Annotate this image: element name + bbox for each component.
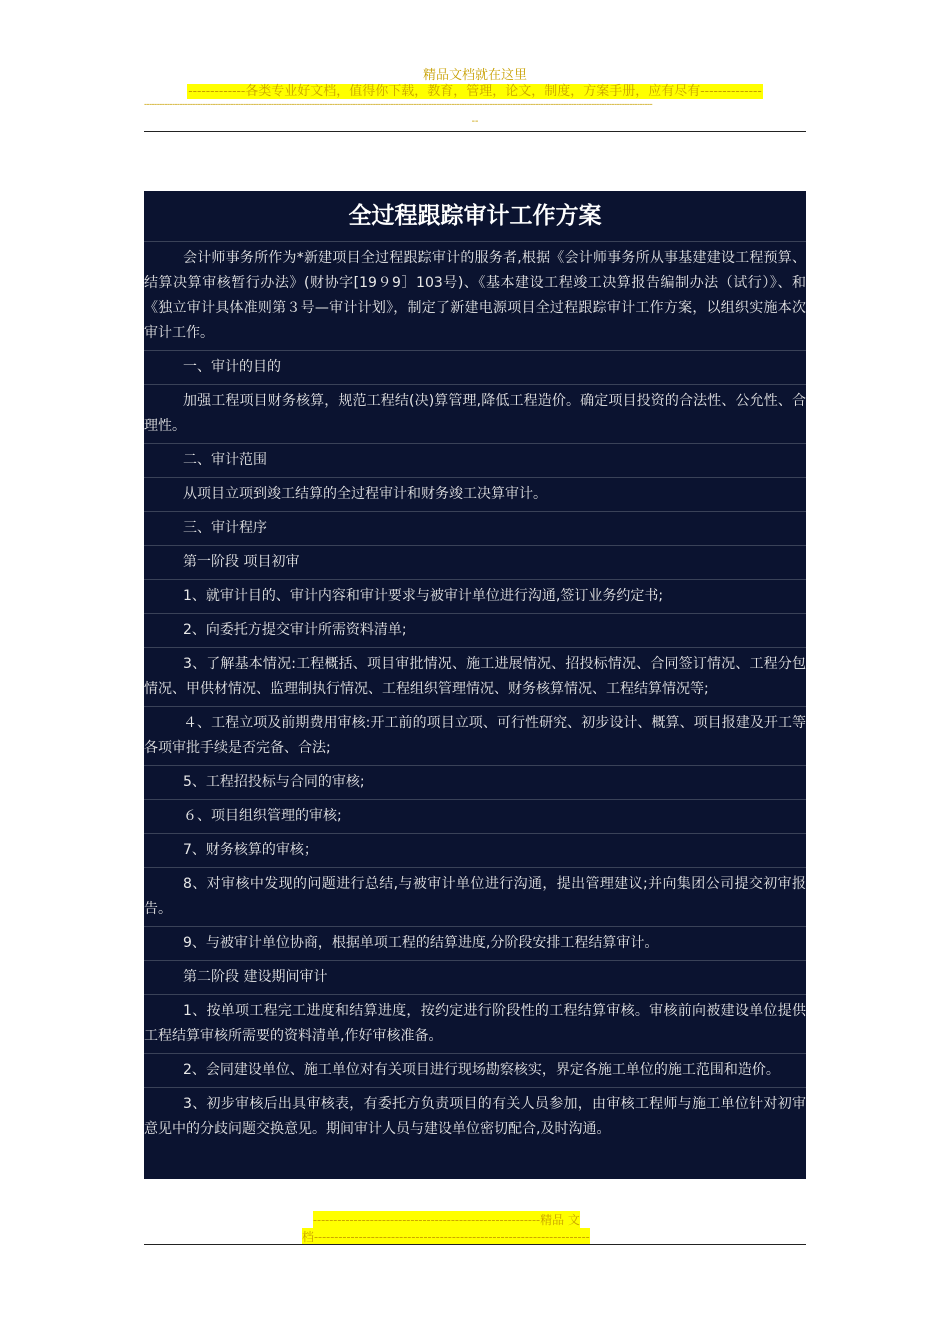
list-item bbox=[144, 1088, 806, 1146]
paragraph-text: 第二阶段 建设期间审计 bbox=[183, 969, 328, 985]
stage-heading bbox=[144, 961, 806, 995]
paragraph-text: 从项目立项到竣工结算的全过程审计和财务竣工决算审计。 bbox=[183, 486, 547, 502]
paragraph-text: 第一阶段 项目初审 bbox=[183, 554, 300, 570]
paragraph bbox=[144, 385, 806, 444]
paragraph-text: 5、工程招投标与合同的审核; bbox=[183, 774, 365, 790]
footer-rule bbox=[144, 1244, 806, 1245]
paragraph-text: 1、按单项工程完工进度和结算进度，按约定进行阶段性的工程结算审核。审核前向被建设单位提供工程结算审核所需要的资料清单,作好审核准备。 bbox=[144, 1003, 806, 1044]
paragraph-text: 加强工程项目财务核算，规范工程结(决)算管理,降低工程造价。确定项目投资的合法性、公允性、合理性。 bbox=[144, 393, 806, 434]
list-item bbox=[144, 834, 806, 868]
paragraph-text: 会计师事务所作为*新建项目全过程跟踪审计的服务者,根据《会计师事务所从事基建建设工程预算、结算决算审核暂行办法》(财协字[19９9］103号)、《基本建设工程竣工决算报告编制办法（试行）》、和《独立审计具体准则第３号—审计计划》，制定了新建电源项目全过程跟踪审计工作方案，以组织实施本次审计工作。 bbox=[144, 250, 806, 341]
document-panel bbox=[144, 191, 806, 1179]
section-heading bbox=[144, 512, 806, 546]
list-item bbox=[144, 766, 806, 800]
header-banner-text: -------------各类专业好文档，值得你下载，教育，管理，论文，制度，方案手册，应有尽有-------------- bbox=[188, 84, 762, 99]
list-item bbox=[144, 995, 806, 1054]
paragraph-text: 3、初步审核后出具审核表，有委托方负责项目的有关人员参加，由审核工程师与施工单位针对初审意见中的分歧问题交换意见。期间审计人员与建设单位密切配合,及时沟通。 bbox=[144, 1096, 806, 1137]
list-item bbox=[144, 614, 806, 648]
paragraph-text: 9、与被审计单位协商，根据单项工程的结算进度,分阶段安排工程结算审计。 bbox=[183, 935, 659, 951]
paragraph bbox=[144, 478, 806, 512]
paragraph-text: ６、项目组织管理的审核; bbox=[183, 808, 342, 824]
paragraph-text: 2、向委托方提交审计所需资料清单; bbox=[183, 622, 407, 638]
paragraph-text: 一、审计的目的 bbox=[183, 359, 281, 375]
list-item bbox=[144, 927, 806, 961]
paragraph-text: 二、审计范围 bbox=[183, 452, 267, 468]
list-item bbox=[144, 648, 806, 707]
footer-line-1: --------------------------------------------------------精品 文 bbox=[313, 1213, 580, 1227]
paragraph-text: ４、工程立项及前期费用审核:开工前的项目立项、可行性研究、初步设计、概算、项目报建及开工等各项审批手续是否完备、合法; bbox=[144, 715, 806, 756]
list-item bbox=[144, 800, 806, 834]
paragraph-text: 1、就审计目的、审计内容和审计要求与被审计单位进行沟通,签订业务约定书; bbox=[183, 588, 664, 604]
list-item bbox=[144, 707, 806, 766]
section-heading bbox=[144, 444, 806, 478]
header-rule bbox=[144, 131, 806, 132]
section-heading bbox=[144, 351, 806, 385]
paragraph-text: 2、会同建设单位、施工单位对有关项目进行现场勘察核实，界定各施工单位的施工范围和造价。 bbox=[183, 1062, 780, 1078]
paragraph-text: 三、审计程序 bbox=[183, 520, 267, 536]
header-dash-line: -------------------------------------------------------------------------------------------------------------------------------------------------------------------------------------------------------- bbox=[144, 100, 653, 110]
list-item bbox=[144, 580, 806, 614]
paragraph-text: 7、财务核算的审核； bbox=[183, 842, 318, 858]
header-dash-tail: -- bbox=[471, 116, 479, 127]
paragraph-text: 8、对审核中发现的问题进行总结,与被审计单位进行沟通，提出管理建议;并向集团公司提交初审报告。 bbox=[144, 876, 806, 917]
paragraph-text: 3、了解基本情况:工程概括、项目审批情况、施工进展情况、招投标情况、合同签订情况、工程分包情况、甲供材情况、监理制执行情况、工程组织管理情况、财务核算情况、工程结算情况等; bbox=[144, 656, 806, 697]
list-item bbox=[144, 868, 806, 927]
header-banner bbox=[0, 80, 950, 99]
stage-heading bbox=[144, 546, 806, 580]
list-item bbox=[144, 1054, 806, 1088]
paragraph bbox=[144, 242, 806, 351]
footer-line-2: 档-------------------------------------------------------------------- bbox=[302, 1230, 590, 1244]
document-title: 全过程跟踪审计工作方案 bbox=[144, 191, 806, 242]
header-title: 精品文档就在这里 bbox=[422, 68, 527, 83]
